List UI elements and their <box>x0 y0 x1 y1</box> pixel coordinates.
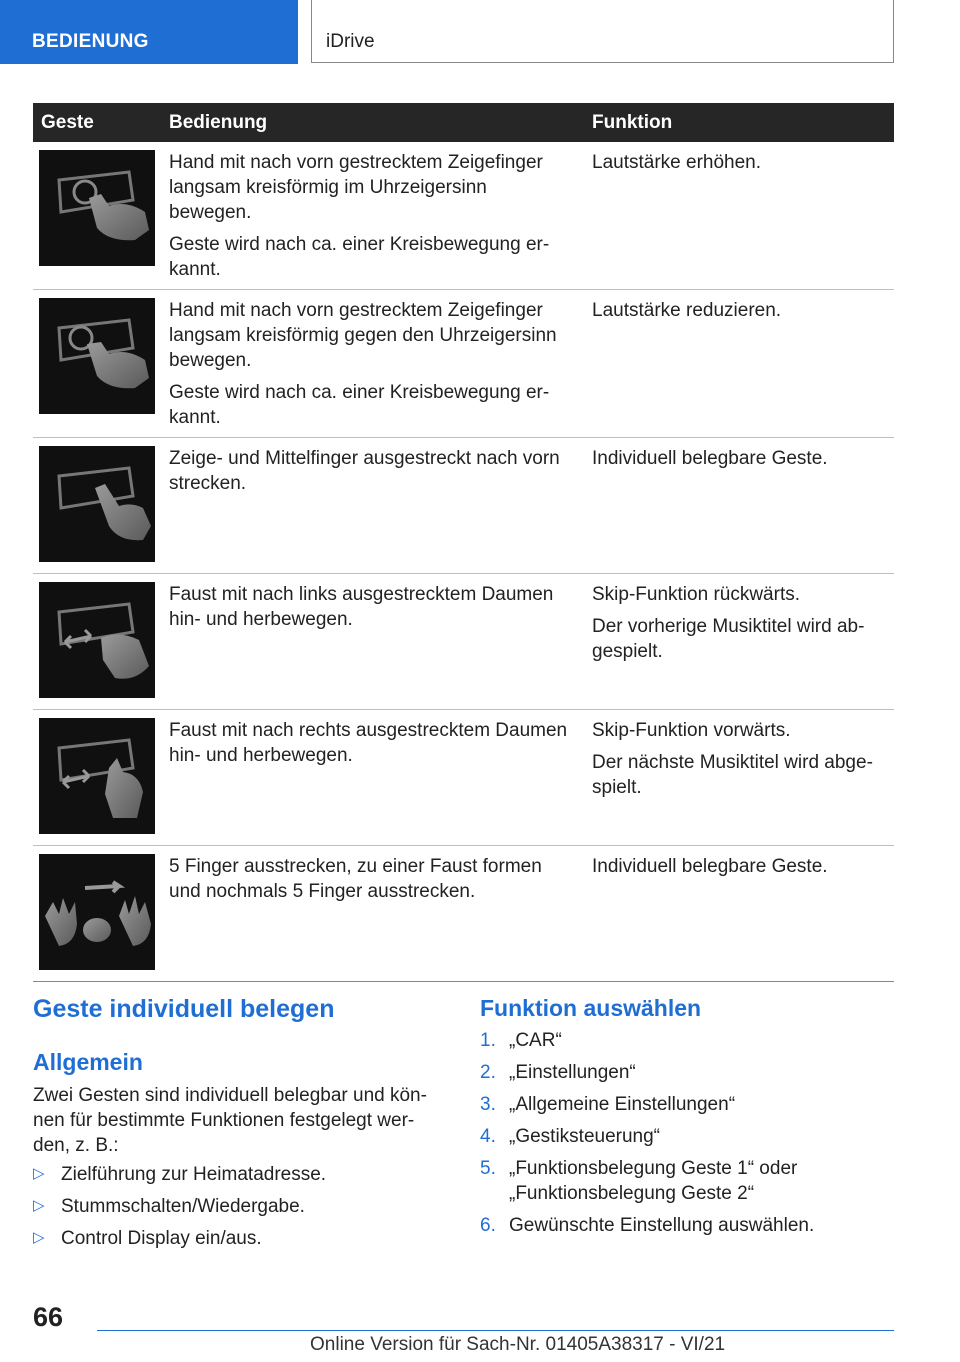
intro-paragraph: Zwei Gesten sind individuell belegbar und können für bestimmte Funktionen festgelegt werden, z. B.: <box>33 1085 427 1156</box>
bedienung-text: Geste wird nach ca. einer Kreisbewegung erkannt. <box>169 382 550 428</box>
funktion-text: Der vorherige Musiktitel wird abgespielt. <box>592 616 865 662</box>
list-item: 1. „CAR“ <box>480 1030 562 1051</box>
funktion-text: Skip-Funktion rückwärts. <box>592 584 801 605</box>
table-header-row <box>33 103 894 142</box>
list-item: 4. „Gestiksteuerung“ <box>480 1126 661 1147</box>
thumb-right-swipe-gesture-icon <box>39 718 155 834</box>
list-item: ▷ Stummschalten/Wiedergabe. <box>33 1196 305 1217</box>
header-section-tab <box>0 0 298 64</box>
funktion-text: Individuell belegbare Geste. <box>592 856 828 877</box>
gesture-table <box>33 103 894 982</box>
triangle-bullet-icon: ▷ <box>33 1197 45 1214</box>
fist-open-hand-gesture-icon <box>39 854 155 970</box>
column-header-bedienung: Bedienung <box>161 103 584 142</box>
triangle-bullet-icon: ▷ <box>33 1165 45 1182</box>
bedienung-text: Geste wird nach ca. einer Kreisbewegung erkannt. <box>169 234 550 280</box>
table-row <box>33 438 894 574</box>
funktion-text: Lautstärke erhöhen. <box>592 152 762 173</box>
list-item: ▷ Control Display ein/aus. <box>33 1228 262 1249</box>
step-list <box>480 1028 900 1245</box>
subsection-heading: Allgemein <box>33 1049 143 1075</box>
circle-clockwise-gesture-icon <box>39 150 155 266</box>
list-item: 6. Gewünschte Einstellung auswählen. <box>480 1215 815 1236</box>
section-heading-right: Funktion auswählen <box>480 995 702 1021</box>
list-item: 2. „Einstellungen“ <box>480 1062 636 1083</box>
bedienung-text: Faust mit nach rechts ausgestrecktem Daumen hin- und herbewegen. <box>169 720 568 766</box>
thumb-left-swipe-gesture-icon <box>39 582 155 698</box>
funktion-text: Der nächste Musiktitel wird abgespielt. <box>592 752 873 798</box>
bullet-list <box>33 1164 326 1260</box>
bedienung-text: Hand mit nach vorn gestrecktem Zeigefinger langsam kreisförmig gegen den Uhrzeigersinn bewegen. <box>169 300 557 371</box>
section-heading: Geste individuell belegen <box>33 995 335 1023</box>
list-item: 5. „Funktionsbelegung Geste 1“ oder „Funktionsbelegung Geste 2“ <box>480 1158 798 1204</box>
header-chapter-label: iDrive <box>326 31 375 52</box>
table-row <box>33 574 894 710</box>
triangle-bullet-icon: ▷ <box>33 1229 45 1246</box>
list-item: ▷ Zielführung zur Heimatadresse. <box>33 1164 327 1185</box>
table-row <box>33 710 894 846</box>
table-row <box>33 846 894 982</box>
header-section-label: BEDIENUNG <box>32 31 149 52</box>
bedienung-text: Hand mit nach vorn gestrecktem Zeigefinger langsam kreisförmig im Uhrzeigersinn bewegen. <box>169 152 543 223</box>
page-number: 66 <box>33 1302 64 1332</box>
column-header-funktion: Funktion <box>584 103 894 142</box>
bedienung-text: 5 Finger ausstrecken, zu einer Faust formen und nochmals 5 Finger ausstrecken. <box>169 856 542 902</box>
footer-text: Online Version für Sach-Nr. 01405A38317 - VI/21 <box>310 1334 726 1355</box>
bedienung-text: Faust mit nach links ausgestrecktem Daumen hin- und herbewegen. <box>169 584 554 630</box>
bedienung-text: Zeige- und Mittelfinger ausgestreckt nach vorn strecken. <box>169 448 560 494</box>
table-row <box>33 142 894 290</box>
two-finger-point-gesture-icon <box>39 446 155 562</box>
funktion-text: Lautstärke reduzieren. <box>592 300 782 321</box>
circle-counterclockwise-gesture-icon <box>39 298 155 414</box>
funktion-text: Individuell belegbare Geste. <box>592 448 828 469</box>
list-item: 3. „Allgemeine Einstellungen“ <box>480 1094 736 1115</box>
footer-divider <box>97 1330 894 1331</box>
funktion-text: Skip-Funktion vorwärts. <box>592 720 791 741</box>
column-header-geste: Geste <box>33 103 161 142</box>
table-row <box>33 290 894 438</box>
header-chapter-box <box>311 0 894 63</box>
